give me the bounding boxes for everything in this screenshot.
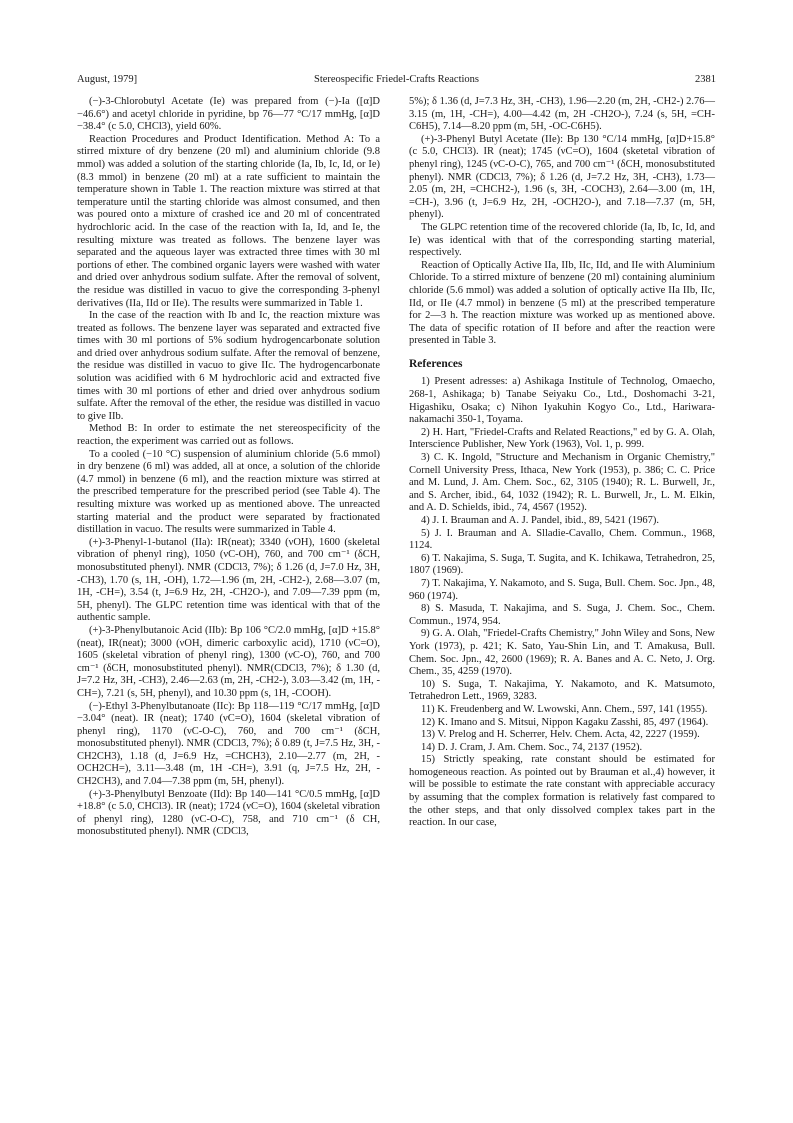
references-heading: References [409,357,463,370]
reference-item: 6) T. Nakajima, S. Suga, T. Sugita, and K. Ichikawa, Tetrahedron, 25, 1807 (1969). [409,552,715,577]
paragraph-iid: (+)-3-Phenylbutyl Benzoate (IId): Bp 140—141 °C/0.5 mmHg, [α]D +18.8° (c 5.0, CHCl3). IR (neat); 1724 (νC=O), 1604 (skeletal vibration of phenyl ring), 1280 (νC-O-C), 758, and 710 cm⁻¹ (δ CH, monosubstituted phenyl). NMR (CDCl3, [77,788,380,838]
paragraph-iib: (+)-3-Phenylbutanoic Acid (IIb): Bp 106 °C/2.0 mmHg, [α]D +15.8° (neat), IR(neat); 3000 (νOH, dimeric carboxylic acid), 1710 (νC=O), 1605 (skeletal vibration of phenyl ring), 1300 (νC-O), 760, and 700 cm⁻¹ (δCH, monosubstituted phenyl). NMR(CDCl3, 7%); δ 1.30 (d, J=7.2 Hz, 3H, -CH3), 2.46—2.63 (m, 2H, -CH2-), 3.03—3.42 (m, 1H, -CH=), 7.21 (s, 5H, phenyl), and 10.30 ppm (s, 1H, -COOH). [77,624,380,699]
reference-item: 10) S. Suga, T. Nakajima, Y. Nakamoto, and K. Matsumoto, Tetrahedron Lett., 1969, 3283. [409,678,715,703]
paragraph-iic: (−)-Ethyl 3-Phenylbutanoate (IIc): Bp 118—119 °C/17 mmHg, [α]D −3.04° (neat). IR (neat); 1740 (νC=O), 1604 (skeletal vibration of phenyl ring), 1170 (νC-O-C), 760, and 700 cm⁻¹ (δCH, monosubstituted phenyl). NMR (CDCl3, 7%); δ 0.89 (t, J=7.5 Hz, 3H, -CH2CH3), 1.18 (d, J=6.9 Hz, =CHCH3), 2.10—2.77 (m, 2H, -OCH2CH=), 3.11—3.48 (m, 1H -CH=), 3.91 (q, J=7.5 Hz, 2H, -CH2CH3), and 7.04—7.38 ppm (m, 5H, phenyl). [77,700,380,788]
right-column [409,96,715,830]
reference-item: 4) J. I. Brauman and A. J. Pandel, ibid., 89, 5421 (1967). [421,515,659,526]
running-header [77,74,716,88]
paragraph-method-a: Reaction Procedures and Product Identification. Method A: To a stirred mixture of dry benzene (20 ml) and aluminium chloride (9.8 mmol) was added a solution of the starting chloride (Ia, Ib, Ic, Id, or Ie) (8.3 mmol) in benzene (20 ml) at a rate sufficient to maintain the temperature shown in Table 1. The reaction mixture was stirred at that temperature until the starting chloride was almost consumed, and then was poured onto a mixture of crashed ice and 20 ml of concentrated hydrochloric acid. In the case of the reaction with Ia, Id, and Ie, the resulting mixture was treated as follows. The benzene layer was separated and the aqueous layer was extracted three times with 30 ml portions of ether. The combined organic layers were washed with water and dried over anhydrous sodium sulfate. After the removal of solvent, the residue was distilled in vacuo to give the corresponding 3-phenyl derivatives (IIa, IId or IIe). The results were summarized in Table 1. [77,133,380,309]
reference-item: 7) T. Nakajima, Y. Nakamoto, and S. Suga, Bull. Chem. Soc. Jpn., 48, 960 (1974). [409,577,715,602]
reference-item: 13) V. Prelog and H. Scherrer, Helv. Chem. Acta, 42, 2227 (1959). [421,729,700,741]
paragraph-iia: (+)-3-Phenyl-1-butanol (IIa): IR(neat); 3340 (νOH), 1600 (skeletal vibration of phenyl ring), 1050 (νC-OH), 760, and 700 cm⁻¹ (δCH, monosubstituted phenyl). NMR (CDCl3, 7%); δ 1.26 (d, J=7.0 Hz, 3H, -CH3), 1.70 (s, 1H, -OH), 1.72—1.96 (m, 2H, -CH2-), 2.68—3.07 (m, 1H, -CH=), 3.54 (t, J=6.9 Hz, 2H, -CH2O-), and 7.09—7.39 ppm (m, 5H, phenyl). The GLPC retention time was identical with that of the authentic sample. [77,536,380,624]
reference-item: 14) D. J. Cram, J. Am. Chem. Soc., 74, 2137 (1952). [421,741,643,753]
reference-item: 5) J. I. Brauman and A. Slladie-Cavallo, Chem. Commun., 1968, 1124. [409,527,715,552]
reference-item: 11) K. Freudenberg and W. Lwowski, Ann. Chem., 597, 141 (1955). [421,703,708,715]
reference-item: 12) K. Imano and S. Mitsui, Nippon Kagaku Zasshi, 85, 497 (1964). [421,716,709,728]
paragraph-glpc: The GLPC retention time of the recovered chloride (Ia, Ib, Ic, Id, and Ie) was identical with that of the corresponding starting material, respectively. [409,221,715,259]
reference-item: 9) G. A. Olah, "Friedel-Crafts Chemistry," John Wiley and Sons, New York (1973), p. 421; K. Sato, Yau-Shin Lin, and T. Amakusa, Bull. Chem. Soc. Jpn., 42, 2600 (1969); R. A. Banes and A. C. Neto, J. Org. Chem., 35, 4259 (1970). [409,628,715,678]
page-number: 2381 [695,74,716,85]
reference-item: 2) H. Hart, "Friedel-Crafts and Related Reactions," ed by G. A. Olah, Interscience Publisher, New York (1963), Vol. 1, p. 999. [409,426,715,451]
paragraph-reaction-ii: Reaction of Optically Active IIa, IIb, IIc, IId, and IIe with Aluminium Chloride. To a stirred mixture of benzene (20 ml) containing aluminium chloride (5.6 mmol) was added a solution of optically active IIa IIb, IIc, IId, or IIe (4.7 mmol) in benzene (5 ml) at the prescribed temperature for 2—3 h. The reaction mixture was worked up as mentioned above. The data of specific rotation of II before and after the reaction were presented in Table 3. [409,259,715,347]
reference-item: 15) Strictly speaking, rate constant should be estimated for homogeneous reaction. As pointed out by Brauman et al.,4) however, it will be possible to estimate the rate constant with appreciable accuracy by assuming that the complex formation is relatively fast compared to the other steps, and that only dissolved complex takes part in the reaction. In our case, [409,754,715,829]
paragraph-iid-cont: 5%); δ 1.36 (d, J=7.3 Hz, 3H, -CH3), 1.96—2.20 (m, 2H, -CH2-) 2.76—3.15 (m, 1H, -CH=), 4.00—4.42 (m, 2H -CH2O-), 7.24 (s, 5H, =CH-C6H5), 7.14—8.20 ppm (m, 5H, -OC-C6H5). [409,96,715,133]
reference-item: 1) Present adresses: a) Ashikaga Institule of Technolog, Omaecho, 268-1, Ashikaga; b) Tanabe Seiyaku Co., Ltd., Doshomachi 3-21, Higashiku, Osaka; c) Nihon Iyakuhin Kogyo Co., Ltd., Hariwara-nakamachi 350-1, Toyama. [409,376,715,426]
paragraph-ie-prep: (−)-3-Chlorobutyl Acetate (Ie) was prepared from (−)-Ia ([α]D −46.6°) and acetyl chloride in pyridine, bp 76—77 °C/17 mmHg, [α]D −38.4° (c 5.0, CHCl3), yield 60%. [77,96,380,133]
reference-item: 3) C. K. Ingold, "Structure and Mechanism in Organic Chemistry," Cornell University Press, Ithaca, New York (1953), p. 386; C. C. Price and M. Lund, J. Am. Chem. Soc., 62, 3105 (1940); R. L. Burwell, Jr., and S. Archer, ibid., 64, 1032 (1942); R. L. Burwell, Jr., L. M. Elkin, and A. D. Schields, ibid., 74, 4567 (1952). [409,452,715,514]
paragraph-method-b: Method B: In order to estimate the net stereospecificity of the reaction, the experiment was carried out as follows. [77,423,380,448]
running-title: Stereospecific Friedel-Crafts Reactions [313,74,480,85]
paragraph-iie: (+)-3-Phenyl Butyl Acetate (IIe): Bp 130 °C/14 mmHg, [α]D+15.8° (c 5.0, CHCl3). IR (neat); 1745 (νC=O), 1604 (sketetal vibration of phenyl ring), 1245 (νC-O-C), 765, and 700 cm⁻¹ (δCH, monosubstituted phenyl). NMR (CDCl3, 7%); δ 1.26 (d, J=7.2 Hz, 3H, -CH3), 1.73—2.05 (m, 2H, =CHCH2-), 1.96 (s, 3H, -COCH3), 2.64—3.00 (m, 1H, =CH-), 3.96 (t, J=6.9 Hz, 2H, -OCH2O-), and 7.18—7.37 (m, 5H, phenyl). [409,133,715,221]
paragraph-method-b-procedure: To a cooled (−10 °C) suspension of aluminium chloride (5.6 mmol) in dry benzene (6 ml) was added, all at once, a solution of the chloride (4.7 mmol) in benzene (6 ml), and the reaction mixture was stirred at the prescribed temperature for the prescribed period (see Table 4). The resulting mixture was worked up as mentioned above. The unreacted starting material and the product were separated by fractionated distillation in vacuo. The results were summarized in Table 4. [77,448,380,536]
issue-date: August, 1979] [77,74,138,85]
reference-item: 8) S. Masuda, T. Nakajima, and S. Suga, J. Chem. Soc., Chem. Commun., 1974, 954. [409,603,715,627]
left-column [77,96,380,839]
paragraph-ib-ic: In the case of the reaction with Ib and Ic, the reaction mixture was treated as follows. The benzene layer was separated and extracted five times with 30 ml portions of 5% sodium hydrogencarbonate solution and dried over anhydrous sodium sulfate. After the removal of benzene, the residue was distilled in vacuo to give IIc. The hydrogencarbonate solution was acidified with 6 M hydrochloric acid and extracted five times with 30 ml portions of ether and dried over anhydrous sodium sulfate. After the removal of the ether, the residue was distilled in vacuo to give IIb. [77,310,380,422]
